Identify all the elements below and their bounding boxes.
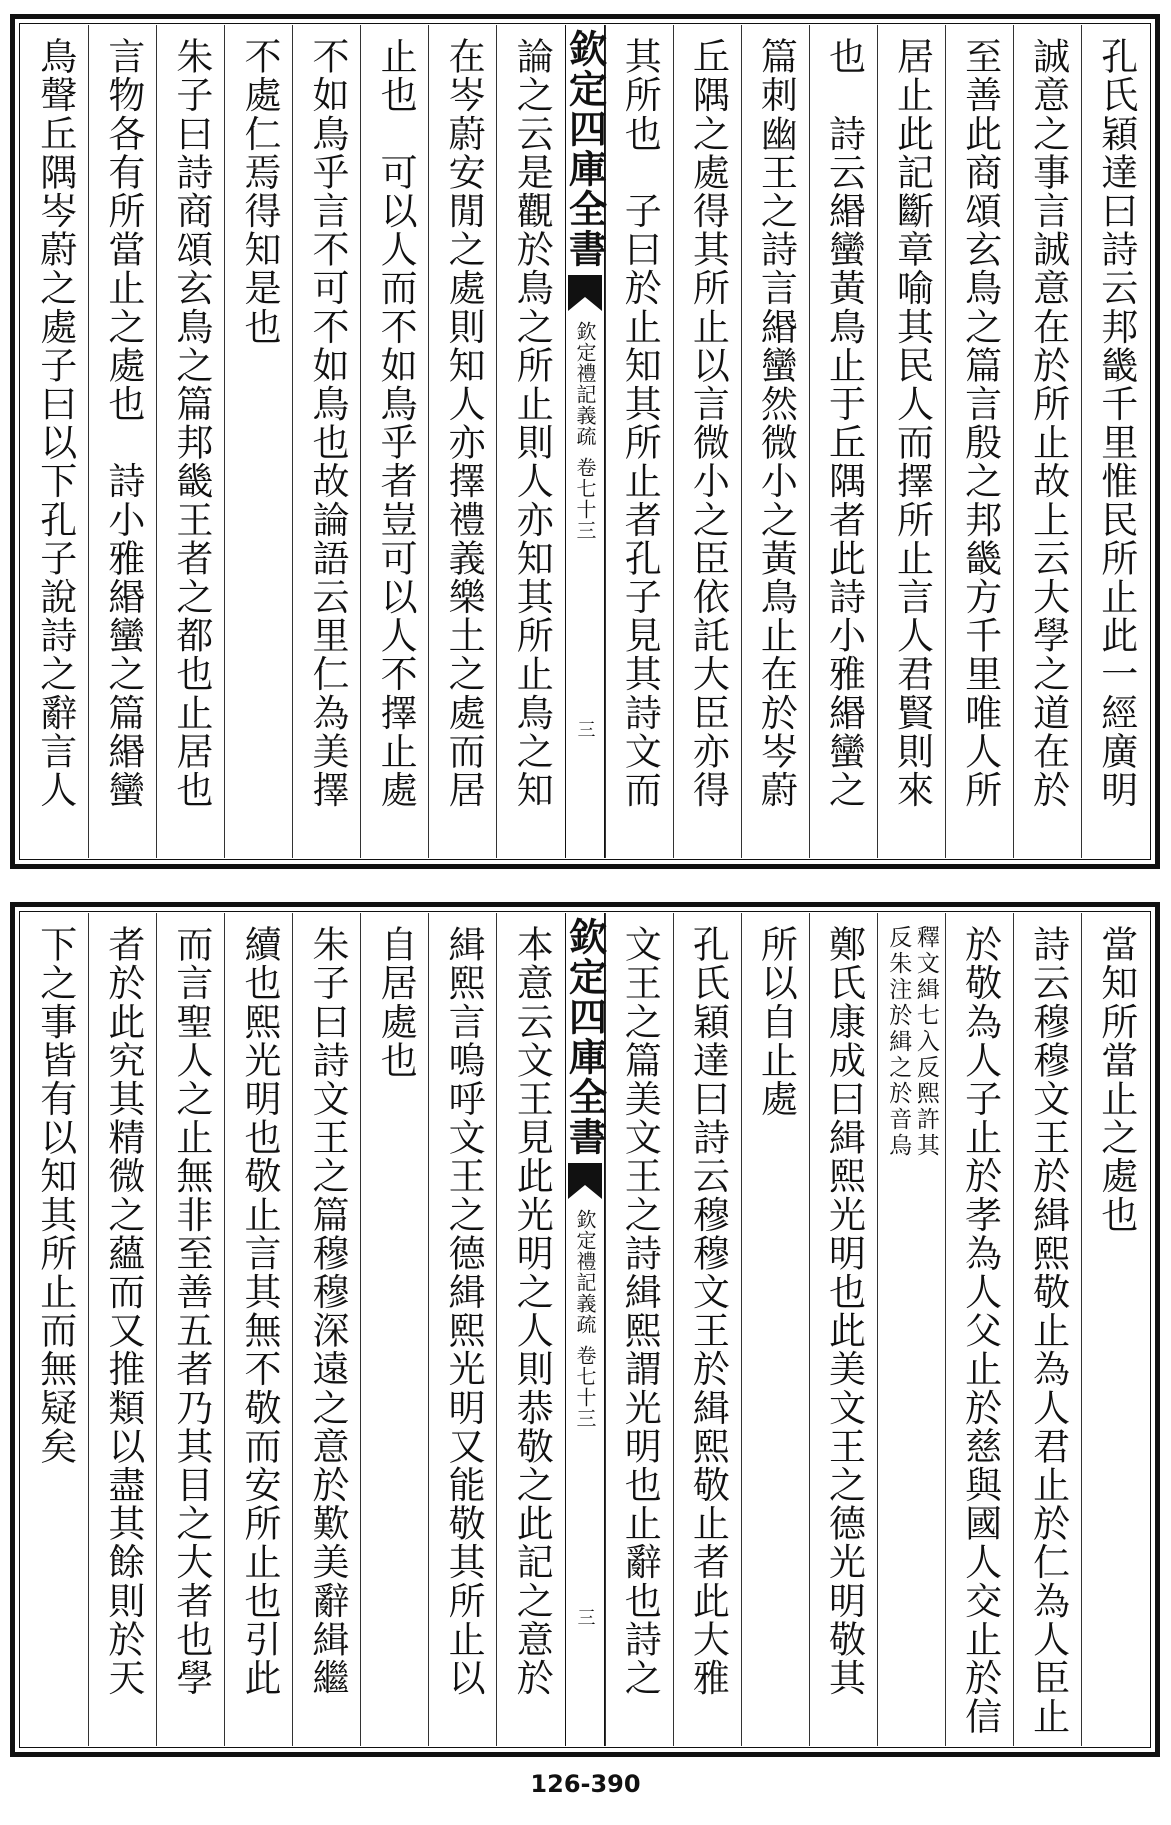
fishtail-mark-icon bbox=[568, 1163, 602, 1199]
text-column: 論之云是觀於鳥之所止則人亦知其所止鳥之知 bbox=[496, 25, 564, 858]
volume-title: 欽定禮記義疏 bbox=[573, 1209, 597, 1335]
bottom-page-columns bbox=[21, 913, 1149, 1746]
center-fold-column bbox=[562, 913, 608, 1746]
text-column: 文王之篇美文王之詩緝熙謂光明也止辭也詩之 bbox=[605, 913, 673, 1746]
annotation-line: 釋文緝七入反熙許其 bbox=[912, 925, 939, 1159]
text-column: 續也熙光明也敬止言其無不敬而安所止也引此 bbox=[224, 913, 292, 1746]
text-column: 誠意之事言誠意在於所止故上云大學之道在於 bbox=[1013, 25, 1081, 858]
text-column: 在岑蔚安閒之處則知人亦擇禮義樂土之處而居 bbox=[428, 25, 496, 858]
text-column: 至善此商頌玄鳥之篇言殷之邦畿方千里唯人所 bbox=[945, 25, 1013, 858]
folio-number: 三 bbox=[574, 1608, 596, 1626]
text-column: 而言聖人之止無非至善五者乃其目之大者也學 bbox=[156, 913, 224, 1746]
book-title: 欽定四庫全書 bbox=[562, 29, 608, 269]
text-column: 居止此記斷章喻其民人而擇所止言人君賢則來 bbox=[877, 25, 945, 858]
text-column: 鄭氏康成曰緝熙光明也此美文王之德光明敬其 bbox=[809, 913, 877, 1746]
top-page bbox=[10, 14, 1160, 869]
annotation-line: 反朱注於緝之於音烏 bbox=[885, 925, 912, 1159]
text-column: 篇刺幽王之詩言緡蠻然微小之黃鳥止在於岑蔚 bbox=[741, 25, 809, 858]
fishtail-mark-icon bbox=[568, 275, 602, 311]
text-column: 詩云穆穆文王於緝熙敬止為人君止於仁為人臣止 bbox=[1013, 913, 1081, 1746]
text-column: 於敬為人子止於孝為人父止於慈與國人交止於信 bbox=[945, 913, 1013, 1746]
text-column: 不如鳥乎言不可不如鳥也故論語云里仁為美擇 bbox=[292, 25, 360, 858]
text-column: 止也 可以人而不如鳥乎者豈可以人不擇止處 bbox=[360, 25, 428, 858]
text-column: 下之事皆有以知其所止而無疑矣 bbox=[33, 925, 77, 1466]
text-column: 孔氏穎達曰詩云邦畿千里惟民所止此一經廣明 bbox=[1081, 25, 1149, 858]
text-column: 朱子曰詩文王之篇穆穆深遠之意於歎美辭緝繼 bbox=[292, 913, 360, 1746]
text-column: 朱子曰詩商頌玄鳥之篇邦畿王者之都也止居也 bbox=[156, 25, 224, 858]
text-column: 不處仁焉得知是也 bbox=[224, 25, 292, 858]
text-column: 緝熙言嗚呼文王之德緝熙光明又能敬其所止以 bbox=[428, 913, 496, 1746]
annotation-column bbox=[877, 913, 945, 1746]
text-column: 自居處也 bbox=[360, 913, 428, 1746]
volume-number: 卷七十三 bbox=[573, 1345, 597, 1429]
book-title: 欽定四庫全書 bbox=[562, 917, 608, 1157]
text-column: 其所也 子曰於止知其所止者孔子見其詩文而 bbox=[605, 25, 673, 858]
center-fold-column bbox=[562, 25, 608, 858]
text-column: 者於此究其精微之蘊而又推類以盡其餘則於天 bbox=[88, 913, 156, 1746]
text-column: 所以自止處 bbox=[741, 913, 809, 1746]
folio-number: 三 bbox=[574, 720, 596, 738]
text-column: 也 詩云緡蠻黃鳥止于丘隅者此詩小雅緡蠻之 bbox=[809, 25, 877, 858]
page-footer-label: 126-390 bbox=[530, 1770, 641, 1798]
text-column: 言物各有所當止之處也 詩小雅緡蠻之篇緡蠻 bbox=[88, 25, 156, 858]
text-column: 孔氏穎達曰詩云穆穆文王於緝熙敬止者此大雅 bbox=[673, 913, 741, 1746]
text-column: 丘隅之處得其所止以言微小之臣依託大臣亦得 bbox=[673, 25, 741, 858]
volume-number: 卷七十三 bbox=[573, 457, 597, 541]
bottom-page bbox=[10, 902, 1160, 1757]
text-column: 鳥聲丘隅岑蔚之處子曰以下孔子說詩之辭言人 bbox=[33, 37, 77, 809]
top-page-columns bbox=[21, 25, 1149, 858]
text-column: 當知所當止之處也 bbox=[1081, 913, 1149, 1746]
text-column: 本意云文王見此光明之人則恭敬之此記之意於 bbox=[496, 913, 564, 1746]
volume-title: 欽定禮記義疏 bbox=[573, 321, 597, 447]
